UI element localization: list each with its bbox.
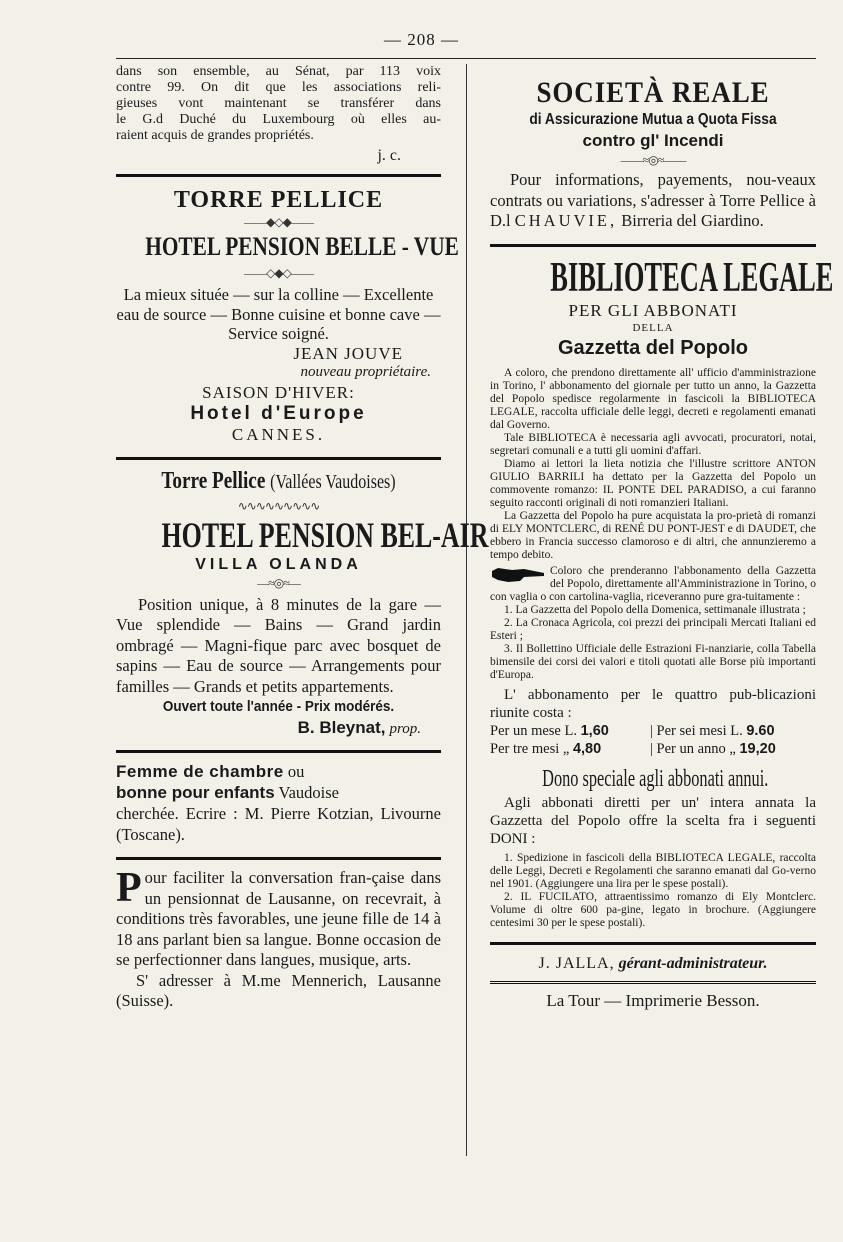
femme-line1	[116, 761, 441, 782]
section-rule	[116, 857, 441, 860]
lausanne-paragraph	[116, 865, 441, 971]
bel-air-owner: B. Bleynat,	[297, 718, 386, 737]
belle-vue-owner: JEAN JOUVE	[293, 343, 403, 363]
femme-body: cherchée. Ecrire : M. Pierre Kotzian, Livourne (Toscane).	[116, 804, 441, 844]
dono-item: 1. Spedizione in fascicoli della BIBLIOTECA LEGALE, raccolta delle Leggi, Decreti e Regolamenti che saranno emanati dal Go-verno nel 1901. (Aggiungere una lira per le spese postali).	[490, 851, 816, 890]
manager-role: gérant-administrateur.	[618, 954, 768, 972]
section-rule	[116, 174, 441, 177]
belle-vue-town: TORRE PELLICE	[173, 187, 384, 213]
belle-vue-owner-role: nouveau propriétaire.	[300, 363, 431, 380]
intro-line: contre 99. On dit que les associations reli-	[116, 80, 441, 95]
bel-air-town-sub: (Vallées Vaudoises)	[270, 470, 396, 493]
ornament-icon: —≈◎≈—	[257, 575, 300, 590]
biblioteca-p3: Diamo ai lettori la lieta notizia che l'illustre scrittore ANTON GIULIO BARRILI ha dettato per la Gazzetta del Popolo un commovente romanzo: IL PONTE DEL PARADISO, a cui faranno seguito racconti originali di noti romanzieri Italiani.	[490, 457, 816, 509]
price-left-label: Per un mese L.	[490, 722, 577, 739]
bel-air-owner-line	[116, 717, 441, 740]
biblioteca-p1: A coloro, che prendono direttamente all' ufficio d'amministrazione in Torino, l' abbonamento del giornale per tutto un anno, la Gazzetta del Popolo spedisce regolarmente in fascicoli la BIBLIOTECA LEGALE, raccolta ufficiale delle leggi, decreti e regolamenti emanati dal Governo.	[490, 366, 816, 431]
bel-air-open: Ouvert toute l'année - Prix modérés.	[162, 698, 395, 715]
price-row: Per tre mesi „ 4,80 | Per un anno „ 19,20	[490, 740, 776, 757]
bel-air-town-line	[149, 468, 409, 495]
dono-title: Dono speciale agli abbonati annui.	[542, 765, 769, 792]
societa-sub2: contro gl' Incendi	[582, 131, 724, 150]
section-rule	[116, 750, 441, 753]
price-right-label: Per sei mesi L.	[656, 722, 743, 739]
section-rule	[490, 244, 816, 247]
pointing-hand-icon	[490, 565, 546, 585]
bel-air-body: Position unique, à 8 minutes de la gare — Vue splendide — Bains — Grand jardin ombragé — Magni-fique parc avec bosquet de sapins — Eau de source — Arrangements pour familles — Grands et petits appartements.	[116, 594, 441, 696]
societa-body	[490, 170, 816, 232]
ad-lausanne	[116, 865, 441, 1012]
biblioteca-p5: Coloro che prenderanno l'abbonamento della Gazzetta del Popolo, direttamente all'Amministrazione in Torino, o con vaglia o con cartolina-vaglia, riceveranno pure gra-tuitamente :	[490, 564, 816, 603]
biblioteca-p4: La Gazzetta del Popolo ha pure acquistata la pro-prietà di romanzi di ELY MONTCLERC, di RENÉ DU PONT-JEST e di DAUDET, che ebbero in Francia successo clamoroso e di altri, che annunzieremo a tempo debito.	[490, 509, 816, 561]
right-column	[490, 64, 834, 1012]
price-left-value: 1,60	[580, 722, 609, 739]
societa-title: SOCIETÀ REALE	[536, 76, 770, 109]
lausanne-body: our faciliter la conversation fran-çaise dans un pensionnat de Lausanne, on recevrait, à conditions très favorables, une jeune fille de 14 à 18 ans parlant bien sa langue. Bonne occasion de se perfectionner dans langues, musique, arts.	[116, 868, 441, 969]
price-right-value: 19,20	[739, 740, 776, 757]
header-rule	[116, 58, 816, 59]
bel-air-hotel: HOTEL PENSION BEL-AIR	[161, 514, 489, 555]
ad-societa-reale	[490, 76, 816, 232]
manager-line	[490, 953, 816, 975]
intro-signature: j. c.	[377, 147, 401, 164]
belle-vue-winter-hotel: Hotel d'Europe	[190, 402, 367, 424]
societa-body-post: Birreria del Giardino.	[621, 211, 764, 230]
femme-title2-tail: Vaudoise	[274, 783, 339, 802]
printer-line: La Tour — Imprimerie Besson.	[546, 990, 760, 1010]
section-rule	[490, 981, 816, 984]
belle-vue-body: La mieux située — sur la colline — Excellente eau de source — Bonne cuisine et bonne cave — Service soigné.	[116, 285, 441, 343]
left-column	[116, 64, 489, 1012]
societa-name: CHAUVIE,	[514, 211, 618, 230]
ad-bel-air	[116, 467, 489, 741]
belle-vue-hotel: HOTEL PENSION BELLE - VUE	[145, 232, 459, 261]
price-right-label: Per un anno „	[656, 740, 736, 757]
dono-item: 2. IL FUCILATO, attraentissimo romanzo di Ely Montclerc. Volume di oltre 600 pa-gine, legato in brochure. (Aggiungere centesimi 30 per le spese postali).	[490, 890, 816, 929]
intro-line: raient acquis de grandes propriétés.	[116, 128, 314, 143]
bel-air-owner-role: prop.	[389, 721, 421, 737]
column-divider	[466, 64, 467, 1156]
ornament-icon: ∿∿∿∿∿∿∿∿∿	[237, 498, 320, 513]
femme-title1-tail: ou	[283, 762, 305, 781]
ad-biblioteca-legale	[490, 254, 834, 930]
price-right-value: 9.60	[746, 722, 775, 739]
intro-line: dans son ensemble, au Sénat, par 113 voix	[116, 64, 441, 79]
biblioteca-sub1: PER GLI ABBONATI	[568, 300, 738, 320]
ad-belle-vue	[116, 187, 459, 445]
femme-title1: Femme de chambre	[116, 762, 284, 781]
page-number: — 208 —	[384, 30, 459, 49]
section-rule	[116, 457, 441, 460]
intro-article	[116, 64, 441, 164]
societa-body-pre: Pour informations, payements, nou-veaux contrats ou variations, s'adresser à Torre Pellice à D.l	[490, 170, 816, 230]
ornament-icon: ——◆◇◆——	[244, 215, 313, 229]
ad-femme-de-chambre	[116, 761, 441, 845]
dono-body: Agli abbonati diretti per un' intera annata la Gazzetta del Popolo offre la scelta fra i seguenti DONI :	[490, 794, 816, 847]
biblioteca-p5-wrap	[490, 565, 816, 604]
price-left-label: Per tre mesi „	[490, 740, 570, 757]
ornament-icon: ——≈◎≈——	[620, 153, 686, 167]
femme-line2	[116, 782, 441, 803]
biblioteca-item: 3. Il Bollettino Ufficiale delle Estrazioni Fi-nanziarie, colla Tabella bimensile dei corsi dei valori e titoli quotati alle Borse più importanti d'Europa.	[490, 642, 816, 681]
bel-air-town: Torre Pellice	[161, 467, 266, 494]
biblioteca-item: 1. La Gazzetta del Popolo della Domenica, settimanale illustrata ;	[504, 603, 806, 616]
femme-title2: bonne pour enfants	[116, 783, 275, 802]
biblioteca-title: BIBLIOTECA LEGALE	[550, 254, 834, 301]
manager-name: J. JALLA,	[538, 954, 615, 972]
lausanne-contact: S' adresser à M.me Mennerich, Lausanne (Suisse).	[116, 970, 441, 1010]
section-rule	[490, 942, 816, 945]
biblioteca-sub3: Gazzetta del Popolo	[557, 336, 749, 359]
ornament-icon: ——◇◆◇——	[244, 266, 313, 280]
lausanne-dropcap: P	[116, 865, 142, 911]
price-row: Per un mese L. 1,60 | Per sei mesi L. 9.60	[490, 722, 775, 739]
biblioteca-item: 2. La Cronaca Agricola, coi prezzi dei principali Mercati Italiani ed Esteri ;	[490, 616, 816, 642]
price-left-value: 4,80	[572, 740, 602, 757]
societa-sub1: di Assicurazione Mutua a Quota Fissa	[529, 111, 777, 128]
price-intro: L' abbonamento per le quattro pub-blicazioni riunite costa :	[490, 686, 816, 721]
bel-air-villa: VILLA OLANDA	[195, 555, 362, 573]
belle-vue-winter-city: CANNES.	[231, 424, 326, 444]
intro-line: le G.d Duché du Luxembourg où elles au-	[116, 112, 441, 127]
biblioteca-p2: Tale BIBLIOTECA è necessaria agli avvocati, procuratori, notai, segretari comunali e a tutti gli uomini d'affari.	[490, 431, 816, 457]
biblioteca-sub2: DELLA	[632, 321, 674, 334]
belle-vue-season: SAISON D'HIVER:	[202, 382, 355, 402]
intro-line: gieuses vont maintenant se transférer dans	[116, 96, 441, 111]
